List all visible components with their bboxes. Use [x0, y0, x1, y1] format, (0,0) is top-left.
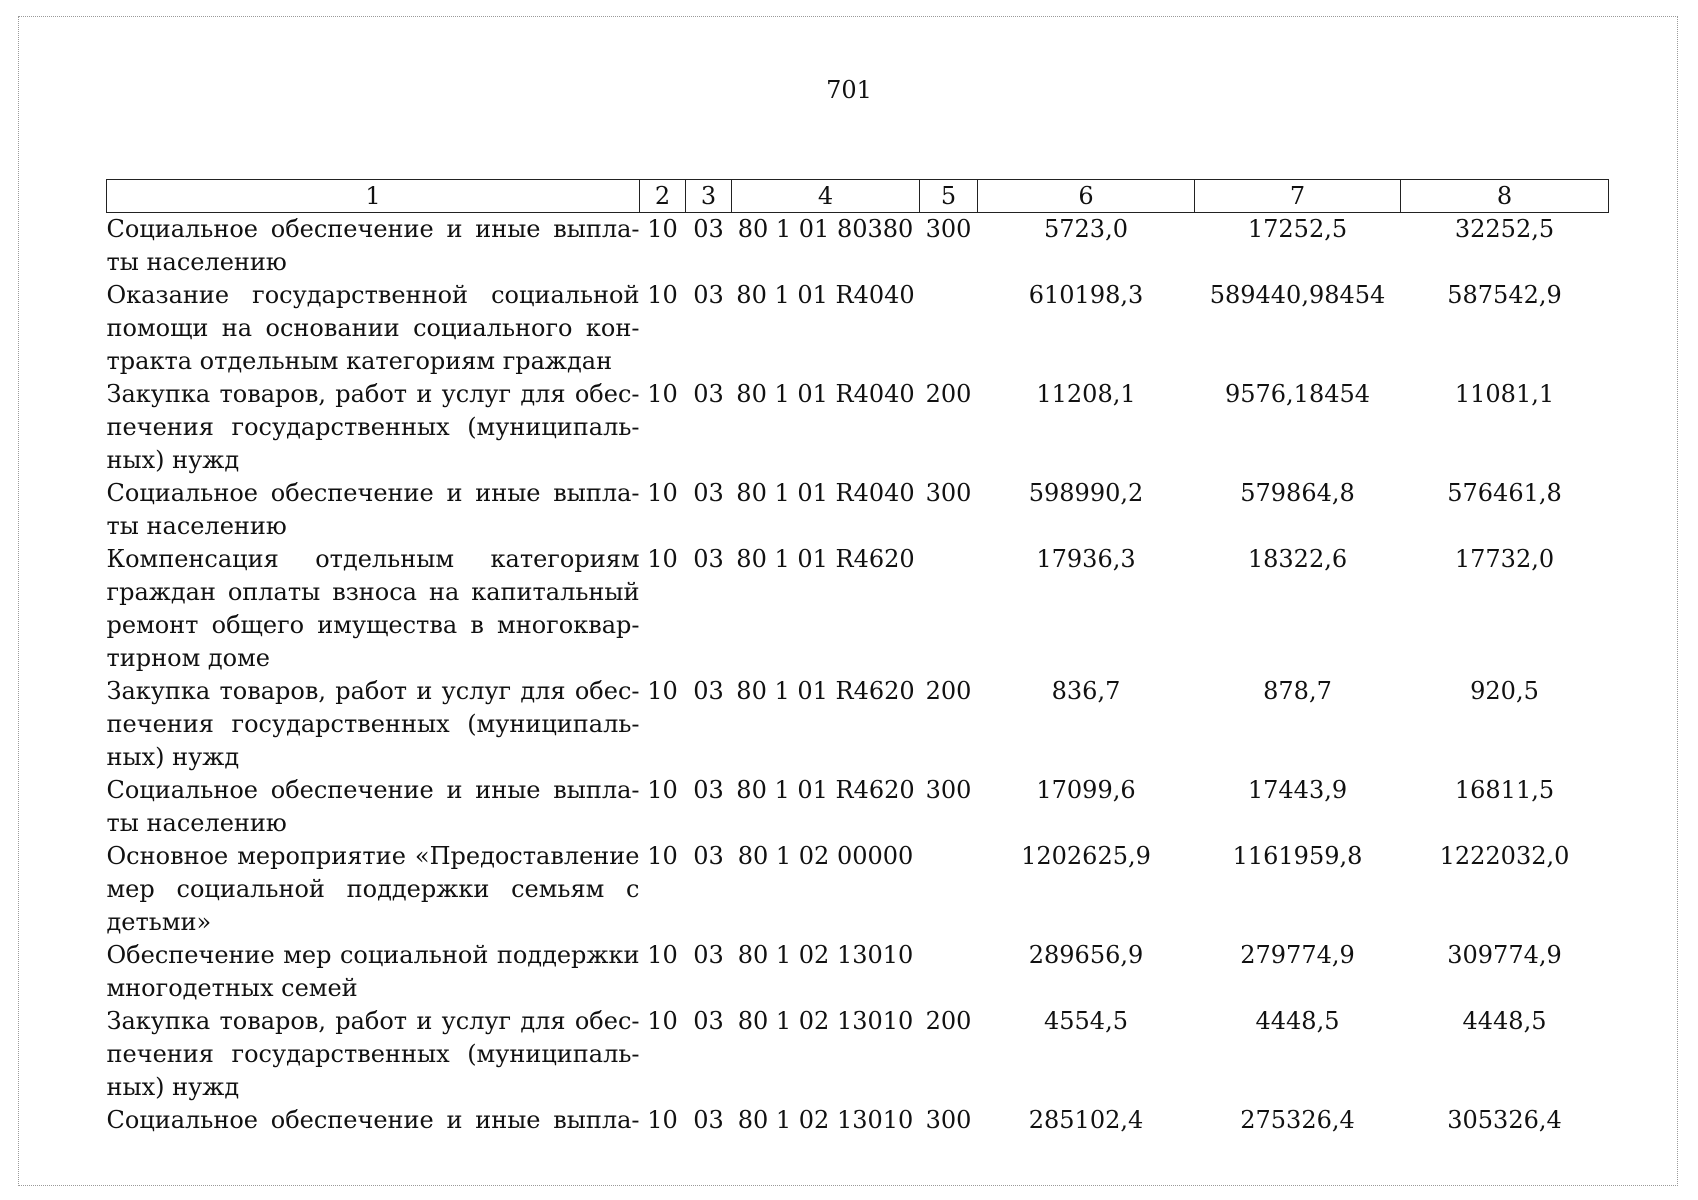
description-line: ремонт общего имущества в многоквар- [106, 611, 640, 639]
description-cell [107, 774, 640, 840]
expense-type-cell: 300 [925, 215, 972, 243]
section-cell: 10 [647, 545, 678, 573]
amount-col7-cell: 18322,6 [1247, 545, 1348, 573]
amount-col8-cell: 32252,5 [1454, 215, 1555, 243]
description-cell [107, 840, 640, 939]
subsection-cell: 03 [693, 842, 724, 870]
target-article-cell: 80 1 02 00000 [737, 842, 914, 870]
description-line: Оказание государственной социальной [106, 281, 640, 309]
table-row [107, 1104, 1609, 1137]
description-cell [107, 279, 640, 378]
expense-type-cell: 300 [925, 1106, 972, 1134]
col-header-7: 7 [1195, 180, 1401, 213]
subsection-cell: 03 [693, 776, 724, 804]
amount-col6-cell: 285102,4 [1028, 1106, 1144, 1134]
target-article-cell: 80 1 02 13010 [737, 1007, 914, 1035]
description-line: Закупка товаров, работ и услуг для обес- [106, 380, 640, 408]
col-header-3: 3 [686, 180, 732, 213]
col-header-2: 2 [640, 180, 686, 213]
subsection-cell: 03 [693, 479, 724, 507]
description-line: тракта отдельным категориям граждан [106, 347, 613, 375]
description-cell [107, 543, 640, 675]
amount-col6-cell: 598990,2 [1028, 479, 1144, 507]
description-line: Социальное обеспечение и иные выпла- [106, 479, 640, 507]
subsection-cell: 03 [693, 1106, 724, 1134]
expense-type-cell [920, 279, 978, 378]
description-line: детьми» [106, 908, 212, 936]
amount-col6-cell: 17936,3 [1036, 545, 1136, 573]
description-cell [107, 675, 640, 774]
description-line: помощи на основании социального кон- [106, 314, 640, 342]
amount-col7-cell: 275326,4 [1240, 1106, 1355, 1134]
amount-col7-cell: 9576,18454 [1224, 380, 1371, 408]
description-line: Закупка товаров, работ и услуг для обес- [106, 677, 640, 705]
description-line: Основное мероприятие «Предоставление [106, 842, 640, 870]
amount-col6-cell: 4554,5 [1044, 1007, 1128, 1035]
section-cell: 10 [647, 677, 678, 705]
amount-col6-cell: 5723,0 [1044, 215, 1128, 243]
amount-col7-cell: 17443,9 [1247, 776, 1348, 804]
subsection-cell: 03 [693, 677, 724, 705]
target-article-cell: 80 1 01 R4040 [736, 380, 915, 408]
page-number: 701 [826, 76, 872, 104]
header-row [107, 180, 1609, 213]
amount-col8-cell: 576461,8 [1447, 479, 1562, 507]
target-article-cell: 80 1 01 R4620 [736, 677, 915, 705]
section-cell: 10 [647, 842, 678, 870]
description-line: ных) нужд [106, 743, 240, 771]
col-header-6: 6 [978, 180, 1195, 213]
table-body [107, 213, 1609, 1138]
target-article-cell: 80 1 01 R4620 [736, 545, 915, 573]
description-line: многодетных семей [106, 974, 358, 1002]
amount-col7-cell: 878,7 [1263, 677, 1332, 705]
subsection-cell: 03 [693, 1007, 724, 1035]
section-cell: 10 [647, 776, 678, 804]
description-line: мер социальной поддержки семьям с [106, 875, 640, 903]
description-line: ты населению [106, 512, 287, 540]
amount-col7-cell: 17252,5 [1247, 215, 1348, 243]
amount-col8-cell: 305326,4 [1447, 1106, 1562, 1134]
description-line: Социальное обеспечение и иные выпла- [106, 215, 640, 243]
amount-col7-cell: 589440,98454 [1209, 281, 1386, 309]
amount-col8-cell: 17732,0 [1454, 545, 1555, 573]
amount-col7-cell: 4448,5 [1255, 1007, 1340, 1035]
amount-col7-cell: 579864,8 [1240, 479, 1355, 507]
amount-col6-cell: 11208,1 [1036, 380, 1136, 408]
section-cell: 10 [647, 380, 678, 408]
table-row [107, 774, 1609, 840]
description-cell [107, 1104, 640, 1137]
target-article-cell: 80 1 01 R4040 [736, 479, 915, 507]
col-header-5: 5 [920, 180, 978, 213]
table-row [107, 543, 1609, 675]
description-line: граждан оплаты взноса на капитальный [106, 578, 640, 606]
amount-col6-cell: 1202625,9 [1021, 842, 1151, 870]
amount-col8-cell: 920,5 [1470, 677, 1539, 705]
budget-table [106, 179, 1609, 1137]
target-article-cell: 80 1 02 13010 [737, 941, 914, 969]
target-article-cell: 80 1 02 13010 [737, 1106, 914, 1134]
subsection-cell: 03 [693, 545, 724, 573]
description-line: ных) нужд [106, 1073, 240, 1101]
subsection-cell: 03 [693, 281, 724, 309]
table-row [107, 279, 1609, 378]
expense-type-cell [920, 543, 978, 675]
description-line: ты населению [106, 248, 287, 276]
table-row [107, 378, 1609, 477]
target-article-cell: 80 1 01 R4620 [736, 776, 915, 804]
amount-col6-cell: 289656,9 [1028, 941, 1144, 969]
subsection-cell: 03 [693, 215, 724, 243]
amount-col6-cell: 836,7 [1051, 677, 1121, 705]
description-line: Компенсация отдельным категориям [106, 545, 640, 573]
section-cell: 10 [647, 1106, 678, 1134]
description-cell [107, 939, 640, 1005]
subsection-cell: 03 [693, 380, 724, 408]
expense-type-cell: 300 [925, 479, 972, 507]
amount-col8-cell: 11081,1 [1454, 380, 1555, 408]
description-line: печения государственных (муниципаль- [106, 1040, 640, 1068]
table-row [107, 1005, 1609, 1104]
amount-col8-cell: 587542,9 [1447, 281, 1562, 309]
amount-col8-cell: 16811,5 [1454, 776, 1555, 804]
col-header-4: 4 [732, 180, 920, 213]
expense-type-cell: 200 [925, 677, 972, 705]
description-line: печения государственных (муниципаль- [106, 413, 640, 441]
target-article-cell: 80 1 01 80380 [737, 215, 914, 243]
amount-col6-cell: 610198,3 [1028, 281, 1144, 309]
col-header-8: 8 [1401, 180, 1609, 213]
description-line: ты населению [106, 809, 287, 837]
description-line: Обеспечение мер социальной поддержки [106, 941, 640, 969]
amount-col8-cell: 309774,9 [1447, 941, 1562, 969]
col-header-1: 1 [107, 180, 640, 213]
amount-col8-cell: 4448,5 [1462, 1007, 1547, 1035]
description-line: Социальное обеспечение и иные выпла- [106, 1106, 640, 1134]
table-row [107, 840, 1609, 939]
expense-type-cell [920, 840, 978, 939]
section-cell: 10 [647, 281, 678, 309]
table-row [107, 939, 1609, 1005]
section-cell: 10 [647, 941, 678, 969]
description-line: печения государственных (муниципаль- [106, 710, 640, 738]
section-cell: 10 [647, 1007, 678, 1035]
description-line: ных) нужд [106, 446, 240, 474]
description-line: Социальное обеспечение и иные выпла- [106, 776, 640, 804]
expense-type-cell [920, 939, 978, 1005]
target-article-cell: 80 1 01 R4040 [736, 281, 915, 309]
description-cell [107, 477, 640, 543]
description-cell [107, 1005, 640, 1104]
amount-col7-cell: 279774,9 [1240, 941, 1355, 969]
expense-type-cell: 300 [925, 776, 972, 804]
description-line: Закупка товаров, работ и услуг для обес- [106, 1007, 640, 1035]
section-cell: 10 [647, 479, 678, 507]
expense-type-cell: 200 [925, 1007, 972, 1035]
subsection-cell: 03 [693, 941, 724, 969]
table-row [107, 213, 1609, 280]
description-cell [107, 378, 640, 477]
table-row [107, 675, 1609, 774]
expense-type-cell: 200 [925, 380, 972, 408]
amount-col7-cell: 1161959,8 [1232, 842, 1363, 870]
section-cell: 10 [647, 215, 678, 243]
amount-col6-cell: 17099,6 [1036, 776, 1136, 804]
description-line: тирном доме [106, 644, 270, 672]
amount-col8-cell: 1222032,0 [1439, 842, 1570, 870]
description-cell [107, 213, 640, 280]
table-row [107, 477, 1609, 543]
